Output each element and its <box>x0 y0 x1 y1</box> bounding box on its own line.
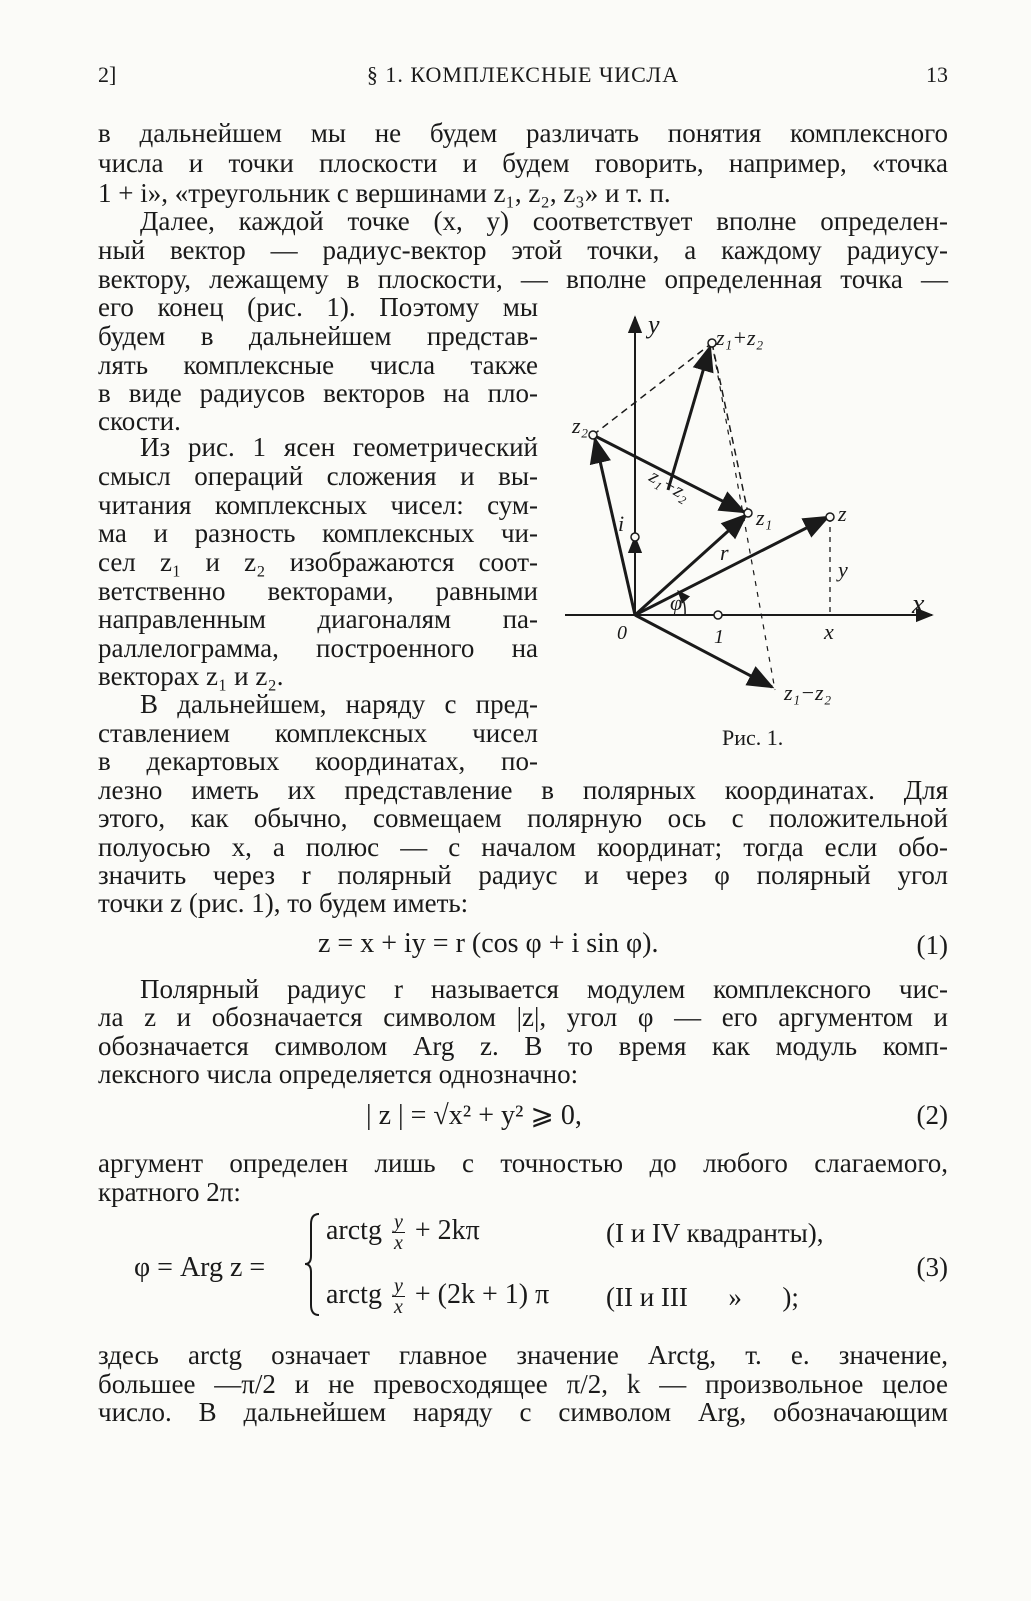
text-line: Полярный радиус r называется модулем комплексного чис- <box>140 974 948 1004</box>
vector-sum <box>668 347 710 490</box>
text-line: вектору, лежащему в плоскости, — вполне определенная точка — <box>98 264 948 294</box>
y-coord-label: y <box>838 557 848 582</box>
z2-label: z₂ <box>572 413 589 438</box>
origin-label: 0 <box>617 622 627 644</box>
equation-3-lhs: φ = Arg z = <box>134 1252 266 1283</box>
running-header <box>98 62 948 92</box>
text-line: лексного числа определяется однозначно: <box>98 1059 579 1089</box>
phi-label: φ <box>670 590 683 615</box>
equation-3-case-1 <box>326 1212 480 1253</box>
fraction-y-over-x: $\frac{y}{x}$ <box>393 1211 403 1254</box>
diff-mid-label: z₁−z₂ <box>645 465 694 506</box>
text-line: ла z и обозначается символом |z|, угол φ — его аргументом и <box>98 1002 948 1032</box>
text-line: читания комплексных чисел: сум- <box>98 490 538 520</box>
equation-1: z = x + iy = r (cos φ + i sin φ). <box>318 928 659 959</box>
text-line: ный вектор — радиус-вектор этой точки, а каждому радиусу- <box>98 235 948 265</box>
text-line: лезно иметь их представление в полярных координатах. Для <box>98 775 948 805</box>
equation-2: | z | = √x² + y² ⩾ 0, <box>366 1100 582 1131</box>
one-label: 1 <box>714 626 724 648</box>
vector-z <box>635 517 828 615</box>
equation-1-number: (1) <box>916 930 948 960</box>
x-axis-label: x <box>912 589 925 620</box>
text-line: значить через r полярный радиус и через φ полярный угол <box>98 860 948 890</box>
z-label: z <box>838 501 847 526</box>
text-line: В дальнейшем, наряду с пред- <box>140 689 538 719</box>
text-line: числа и точки плоскости и будем говорить, например, «точка <box>98 148 948 178</box>
curly-brace-icon <box>303 1212 321 1317</box>
header-section-title: § 1. КОМПЛЕКСНЫЕ ЧИСЛА <box>366 62 680 87</box>
text-line: смысл операций сложения и вы- <box>98 461 538 491</box>
text-line: ветственно векторами, равными <box>98 576 538 606</box>
text-line: большее —π/2 и не превосходящее π/2, k — произвольное целое <box>98 1369 948 1399</box>
equation-3-case-2 <box>326 1276 549 1317</box>
text-line: скости. <box>98 406 181 436</box>
figure-caption: Рис. 1. <box>722 725 784 750</box>
r-label: r <box>720 540 729 565</box>
equation-3-number: (3) <box>916 1252 948 1282</box>
arctg-label: arctg <box>326 1214 382 1246</box>
text-line: этого, как обычно, совмещаем полярную ось с положительной <box>98 803 948 833</box>
text-line: сел z₁ и z₂ изображаются соот- <box>98 547 538 577</box>
text-line: кратного 2π: <box>98 1177 241 1207</box>
text-line: в виде радиусов векторов на пло- <box>98 378 538 408</box>
text-line: ставлением комплексных чисел <box>98 718 538 748</box>
text-line: Далее, каждой точке (x, y) соответствует вполне определен- <box>140 206 948 236</box>
text-line: число. В дальнейшем наряду с символом Arg, обозначающим <box>98 1397 948 1427</box>
text-line: в дальнейшем мы не будем различать понятия комплексного <box>98 118 948 148</box>
page-number: 13 <box>926 62 948 87</box>
sum-label: z₁+z₂ <box>716 325 764 350</box>
complex-plane-figure <box>560 305 940 725</box>
text-line: полуосью x, а полюс — с началом координат; тогда если обо- <box>98 832 948 862</box>
text-line: ма и разность комплексных чи- <box>98 518 538 548</box>
y-axis-label: y <box>648 310 660 339</box>
vector-z1 <box>635 515 746 615</box>
z1-label: z₁ <box>756 505 773 530</box>
text-line: 1 + i», «треугольник с вершинами z₁, z₂, z₃» и т. п. <box>98 178 671 208</box>
text-line: направленным диагоналям па- <box>98 604 538 634</box>
equation-2-number: (2) <box>916 1100 948 1130</box>
case-2-tail: + (2k + 1) π <box>414 1278 550 1310</box>
equation-3-case-2-note: (II и III » ); <box>606 1282 799 1312</box>
text-line: точки z (рис. 1), то будем иметь: <box>98 888 469 918</box>
diff-end-label: z₁−z₂ <box>784 680 832 705</box>
text-line: его конец (рис. 1). Поэтому мы <box>98 292 538 322</box>
equation-3-case-1-note: (I и IV квадранты), <box>606 1218 824 1248</box>
vector-z2 <box>595 439 635 615</box>
text-line: будем в дальнейшем представ- <box>98 321 538 351</box>
x-coord-label: x <box>824 619 834 644</box>
fraction-y-over-x: $\frac{y}{x}$ <box>393 1275 403 1318</box>
case-1-tail: + 2kπ <box>414 1214 480 1246</box>
text-line: раллелограмма, построенного на <box>98 633 538 663</box>
header-left-number: 2] <box>98 62 117 87</box>
i-label: i <box>618 511 625 536</box>
text-line: аргумент определен лишь с точностью до любого слагаемого, <box>98 1148 948 1178</box>
vector-diff <box>635 615 772 687</box>
arctg-label: arctg <box>326 1278 382 1310</box>
text-line: здесь arctg означает главное значение Arctg, т. е. значение, <box>98 1340 948 1370</box>
text-line: обозначается символом Arg z. В то время как модуль комп- <box>98 1031 948 1061</box>
text-line: в декартовых координатах, по- <box>98 746 538 776</box>
text-line: лять комплексные числа также <box>98 350 538 380</box>
text-line: векторах z₁ и z₂. <box>98 661 284 691</box>
text-line: Из рис. 1 ясен геометрический <box>140 432 538 462</box>
